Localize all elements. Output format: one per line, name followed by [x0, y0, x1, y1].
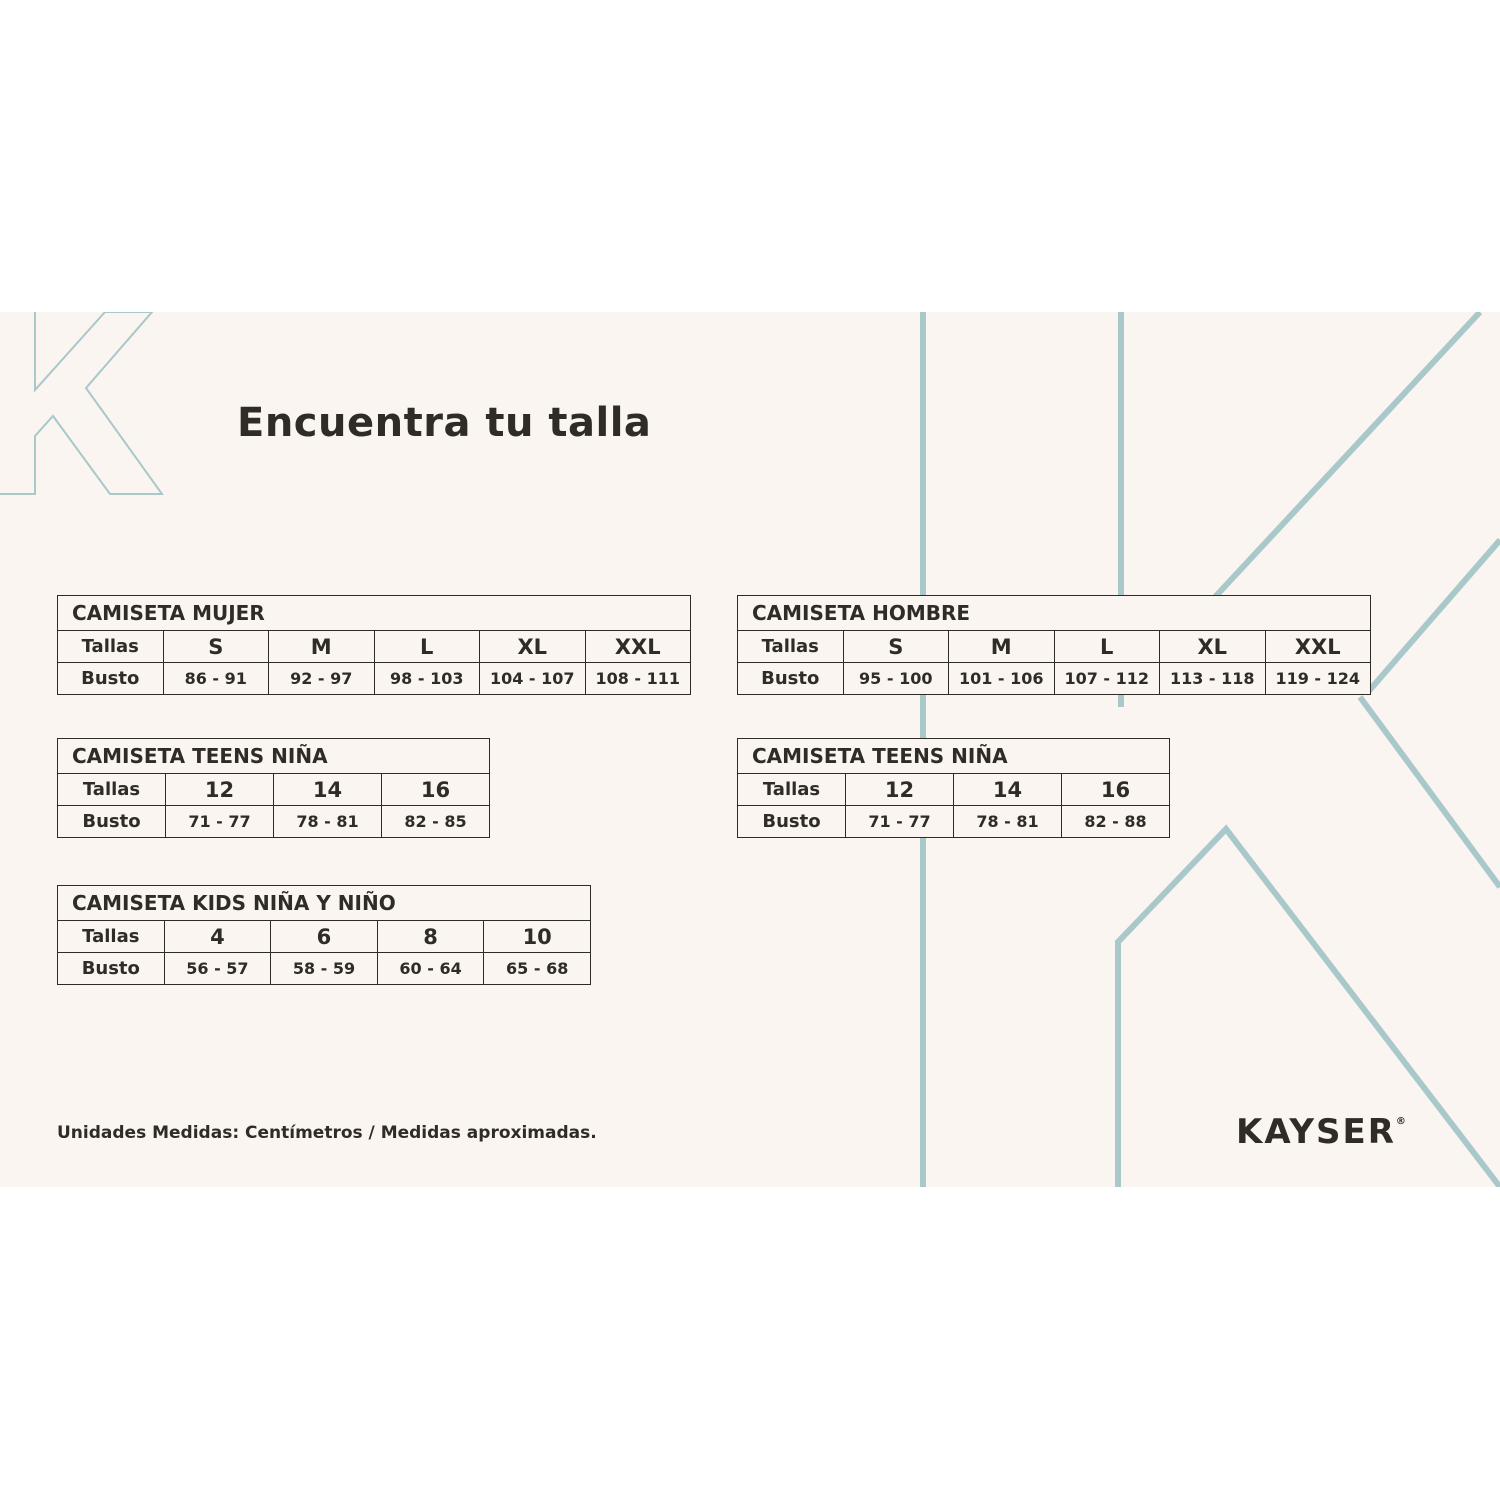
units-footnote: Unidades Medidas: Centímetros / Medidas aproximadas.: [57, 1123, 597, 1143]
k-line-6: [1360, 697, 1500, 887]
k-line-5: [1368, 540, 1500, 692]
row-label-tallas: Tallas: [738, 774, 846, 806]
table-row: [58, 631, 691, 663]
size-cell: XL: [1160, 631, 1266, 663]
row-label-tallas: Tallas: [738, 631, 844, 663]
size-cell: 14: [954, 774, 1062, 806]
size-cell: XL: [480, 631, 586, 663]
table-row: [58, 953, 591, 985]
row-label-tallas: Tallas: [58, 774, 166, 806]
busto-cell: 98 - 103: [374, 663, 480, 695]
table-row: [738, 663, 1371, 695]
size-cell: 12: [166, 774, 274, 806]
busto-cell: 58 - 59: [271, 953, 378, 985]
table-title: CAMISETA TEENS NIÑA: [58, 739, 490, 774]
row-label-busto: Busto: [738, 663, 844, 695]
row-label-tallas: Tallas: [58, 921, 165, 953]
size-table-camiseta-mujer: [57, 595, 691, 695]
row-label-busto: Busto: [738, 806, 846, 838]
size-cell: M: [949, 631, 1055, 663]
busto-cell: 108 - 111: [585, 663, 691, 695]
busto-cell: 82 - 85: [382, 806, 490, 838]
table-row: [738, 631, 1371, 663]
size-guide-banner: [0, 312, 1500, 1187]
k-outline-left: [0, 312, 162, 494]
table-title: CAMISETA MUJER: [58, 596, 691, 631]
size-table-camiseta-hombre: [737, 595, 1371, 695]
table-row: [58, 921, 591, 953]
size-table-camiseta-teens-nina-2: [737, 738, 1170, 838]
size-cell: 10: [484, 921, 591, 953]
size-cell: L: [1054, 631, 1160, 663]
size-cell: 16: [382, 774, 490, 806]
busto-cell: 56 - 57: [164, 953, 271, 985]
row-label-busto: Busto: [58, 806, 166, 838]
busto-cell: 92 - 97: [269, 663, 375, 695]
row-label-tallas: Tallas: [58, 631, 164, 663]
kayser-logo: [1236, 1112, 1406, 1152]
row-label-busto: Busto: [58, 663, 164, 695]
table-title: CAMISETA HOMBRE: [738, 596, 1371, 631]
size-cell: 8: [377, 921, 484, 953]
registered-mark: ®: [1395, 1116, 1406, 1127]
size-cell: XXL: [585, 631, 691, 663]
table-row: [738, 806, 1170, 838]
busto-cell: 86 - 91: [163, 663, 269, 695]
busto-cell: 60 - 64: [377, 953, 484, 985]
busto-cell: 113 - 118: [1160, 663, 1266, 695]
size-cell: S: [163, 631, 269, 663]
size-cell: L: [374, 631, 480, 663]
table-title: CAMISETA KIDS NIÑA Y NIÑO: [58, 886, 591, 921]
row-label-busto: Busto: [58, 953, 165, 985]
k-line-4: [1215, 312, 1480, 597]
size-table-camiseta-teens-nina: [57, 738, 490, 838]
size-cell: 14: [274, 774, 382, 806]
page-title: Encuentra tu talla: [237, 400, 652, 446]
size-cell: 12: [846, 774, 954, 806]
table-row: [58, 663, 691, 695]
busto-cell: 71 - 77: [166, 806, 274, 838]
busto-cell: 78 - 81: [274, 806, 382, 838]
size-cell: 4: [164, 921, 271, 953]
table-row: [738, 774, 1170, 806]
busto-cell: 107 - 112: [1054, 663, 1160, 695]
busto-cell: 101 - 106: [949, 663, 1055, 695]
brand-name: KAYSER: [1236, 1112, 1396, 1152]
size-cell: XXL: [1265, 631, 1371, 663]
table-row: [58, 774, 490, 806]
busto-cell: 104 - 107: [480, 663, 586, 695]
table-row: [58, 806, 490, 838]
size-cell: 6: [271, 921, 378, 953]
table-title: CAMISETA TEENS NIÑA: [738, 739, 1170, 774]
busto-cell: 65 - 68: [484, 953, 591, 985]
busto-cell: 119 - 124: [1265, 663, 1371, 695]
busto-cell: 78 - 81: [954, 806, 1062, 838]
size-cell: S: [843, 631, 949, 663]
busto-cell: 71 - 77: [846, 806, 954, 838]
busto-cell: 82 - 88: [1062, 806, 1170, 838]
busto-cell: 95 - 100: [843, 663, 949, 695]
size-cell: 16: [1062, 774, 1170, 806]
size-cell: M: [269, 631, 375, 663]
size-table-camiseta-kids: [57, 885, 591, 985]
